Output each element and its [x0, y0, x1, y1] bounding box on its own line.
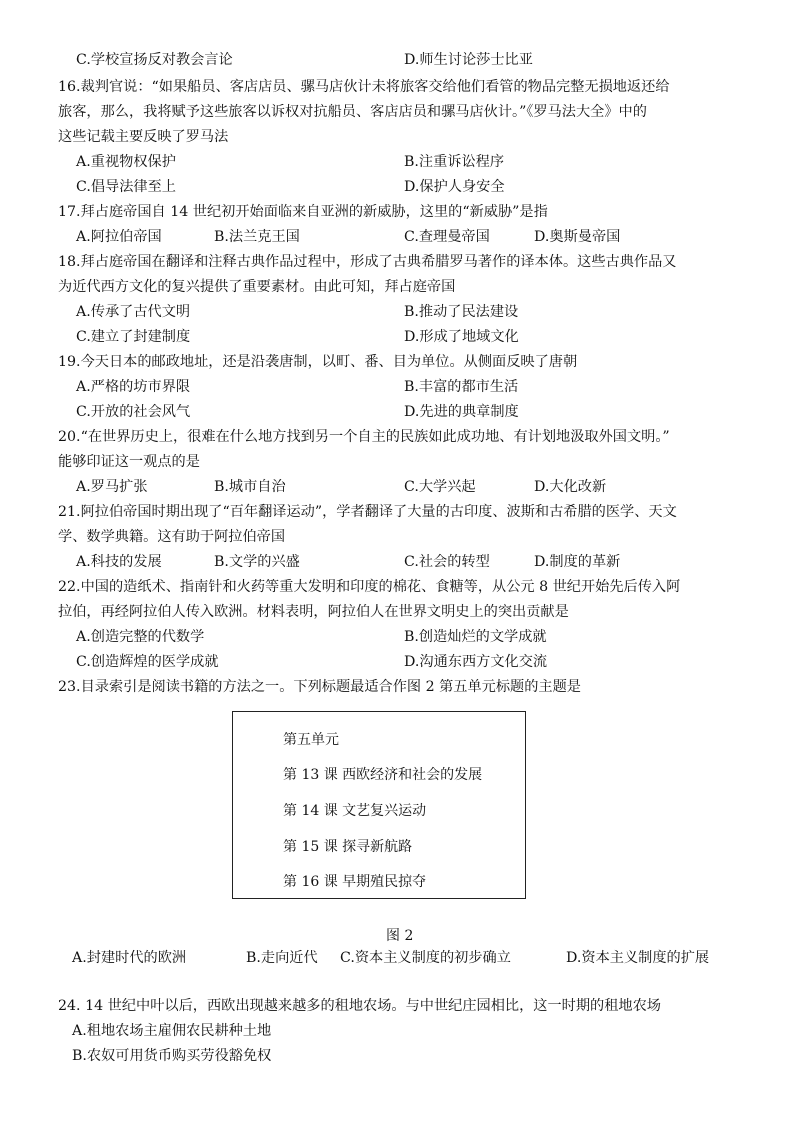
q21-option-b: B.文学的兴盛 — [214, 554, 300, 570]
q20-option-b: B.城市自治 — [214, 479, 286, 495]
q18-option-c: C.建立了封建制度 — [76, 329, 191, 345]
q18-stem-line-2: 为近代西方文化的复兴提供了重要素材。由此可知，拜占庭帝国 — [58, 279, 456, 295]
q16-stem-line-1: 16.裁判官说：“如果船员、客店店员、骡马店伙计未将旅客交给他们看管的物品完整无损地返还给 — [58, 79, 670, 95]
q23-option-c: C.资本主义制度的初步确立 — [340, 950, 511, 966]
toc-unit-title: 第五单元 — [283, 732, 339, 748]
toc-lesson-16: 第 16 课 早期殖民掠夺 — [283, 874, 427, 890]
q21-stem-line-2: 学、数学典籍。这有助于阿拉伯帝国 — [58, 529, 286, 545]
q23-option-b: B.走向近代 — [246, 950, 318, 966]
q22-stem-line-1: 22.中国的造纸术、指南针和火药等重大发明和印度的棉花、食糖等，从公元 8 世纪开始先后传入阿 — [58, 579, 681, 595]
q20-stem-line-1: 20.“在世界历史上，很难在什么地方找到另一个自主的民族如此成功地、有计划地汲取外国文明。” — [58, 429, 670, 445]
q16-option-c: C.倡导法律至上 — [76, 179, 176, 195]
q24-option-a: A.租地农场主雇佣农民耕种土地 — [72, 1023, 272, 1039]
toc-lesson-13: 第 13 课 西欧经济和社会的发展 — [283, 767, 483, 783]
q18-option-d: D.形成了地域文化 — [404, 329, 519, 345]
q16-option-d: D.保护人身安全 — [404, 179, 505, 195]
q19-stem-line-1: 19.今天日本的邮政地址，还是沿袭唐制，以町、番、目为单位。从侧面反映了唐朝 — [58, 354, 578, 370]
q21-option-c: C.社会的转型 — [404, 554, 490, 570]
q22-option-a: A.创造完整的代数学 — [76, 629, 205, 645]
q23-option-a: A.封建时代的欧洲 — [72, 950, 187, 966]
q22-option-c: C.创造辉煌的医学成就 — [76, 654, 219, 670]
q21-stem-line-1: 21.阿拉伯帝国时期出现了“百年翻译运动”，学者翻译了大量的古印度、波斯和古希腊的医学、天文 — [58, 504, 677, 520]
q21-option-d: D.制度的革新 — [534, 554, 621, 570]
q16-option-b: B.注重诉讼程序 — [404, 154, 505, 170]
q23-option-d: D.资本主义制度的扩展 — [566, 950, 710, 966]
q23-stem-line-1: 23.目录索引是阅读书籍的方法之一。下列标题最适合作图 2 第五单元标题的主题是 — [58, 679, 581, 695]
q24-stem-line-1: 24. 14 世纪中叶以后，西欧出现越来越多的租地农场。与中世纪庄园相比，这一时期的租地农场 — [58, 998, 661, 1014]
q18-stem-line-1: 18.拜占庭帝国在翻译和注释古典作品过程中，形成了古典希腊罗马著作的译本体。这些古典作品又 — [58, 254, 677, 270]
q17-option-c: C.查理曼帝国 — [404, 229, 490, 245]
q22-option-b: B.创造灿烂的文学成就 — [404, 629, 547, 645]
q15-option-c: C.学校宣扬反对教会言论 — [76, 52, 233, 68]
figure-caption: 图 2 — [386, 928, 414, 944]
q20-option-c: C.大学兴起 — [404, 479, 476, 495]
q16-stem-line-2: 旅客，那么，我将赋予这些旅客以诉权对抗船员、客店店员和骡马店伙计。”《罗马法大全》中的 — [58, 104, 647, 120]
q16-stem-line-3: 这些记载主要反映了罗马法 — [58, 129, 229, 145]
q22-option-d: D.沟通东西方文化交流 — [404, 654, 548, 670]
q19-option-d: D.先进的典章制度 — [404, 404, 519, 420]
toc-lesson-14: 第 14 课 文艺复兴运动 — [283, 803, 427, 819]
q20-stem-line-2: 能够印证这一观点的是 — [58, 454, 200, 470]
q17-option-b: B.法兰克王国 — [214, 229, 300, 245]
q20-option-d: D.大化改新 — [534, 479, 607, 495]
q20-option-a: A.罗马扩张 — [76, 479, 148, 495]
q16-option-a: A.重视物权保护 — [76, 154, 176, 170]
q21-option-a: A.科技的发展 — [76, 554, 162, 570]
q17-option-d: D.奥斯曼帝国 — [534, 229, 621, 245]
q19-option-a: A.严格的坊市界限 — [76, 379, 191, 395]
q15-option-d: D.师生讨论莎士比亚 — [404, 52, 533, 68]
q17-stem-line-1: 17.拜占庭帝国自 14 世纪初开始面临来自亚洲的新威胁，这里的“新威胁”是指 — [58, 204, 548, 220]
q22-stem-line-2: 拉伯，再经阿拉伯人传入欧洲。材料表明，阿拉伯人在世界文明史上的突出贡献是 — [58, 604, 569, 620]
q17-option-a: A.阿拉伯帝国 — [76, 229, 162, 245]
toc-lesson-15: 第 15 课 探寻新航路 — [283, 839, 413, 855]
q19-option-c: C.开放的社会风气 — [76, 404, 191, 420]
figure-2-table-of-contents — [232, 711, 526, 899]
q18-option-a: A.传承了古代文明 — [76, 304, 191, 320]
q24-option-b: B.农奴可用货币购买劳役豁免权 — [72, 1048, 272, 1064]
q19-option-b: B.丰富的都市生活 — [404, 379, 519, 395]
q18-option-b: B.推动了民法建设 — [404, 304, 519, 320]
